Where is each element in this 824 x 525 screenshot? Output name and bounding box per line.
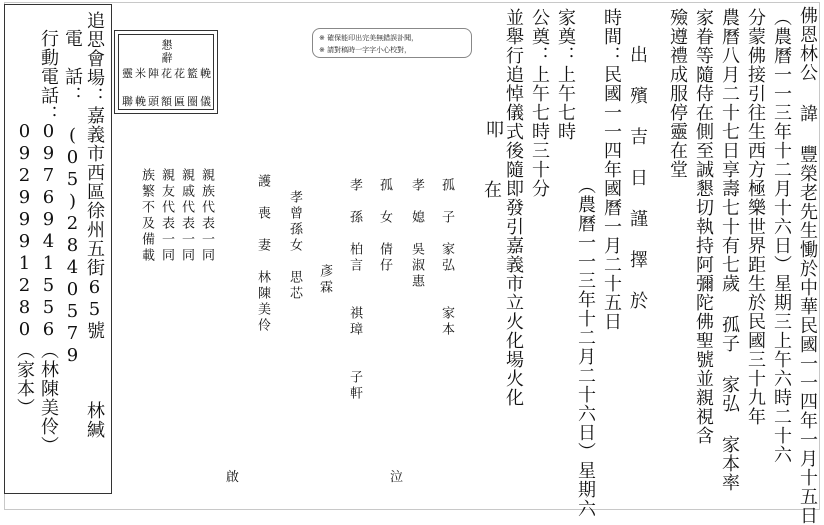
- representative-relatives: 親族代表一同: [199, 168, 214, 264]
- lunar-date-line: （農曆一一三年十二月二十六日）星期六: [575, 176, 596, 518]
- obituary-line-5: 家眷等隨侍在側至誠懇切執持阿彌陀佛聖號並親視含: [693, 8, 714, 445]
- funeral-time-line: 時間：民國一一四年國曆一月二十五日: [601, 8, 622, 331]
- proofread-note-2: ※ 請對稿時一字字小心校對，: [319, 46, 412, 54]
- weeping-character: 泣: [390, 470, 404, 485]
- decline-text: 懇辭: [160, 39, 173, 65]
- representative-in-laws: 親戚代表一同: [179, 168, 194, 264]
- telephone-number: (05)2840579: [62, 125, 83, 367]
- mourner-daughter-in-law: 孝 媳 吳淑惠: [409, 178, 424, 290]
- proofread-note-box: [312, 28, 472, 58]
- announce-character: 啟: [226, 470, 240, 485]
- telephone-label: 電 話：: [62, 29, 83, 105]
- obituary-line-6: 殮遵禮成服停靈在堂: [667, 8, 688, 179]
- cremation-line: 並舉行追悼儀式後隨即發引嘉義市立火化場火化: [503, 8, 524, 407]
- mourner-wife: 護 喪 妻 林陳美伶: [255, 174, 270, 334]
- decline-items-2: 聯輓頭額匾圈儀: [122, 95, 213, 108]
- mourner-daughter: 孤 女 倩仔: [377, 178, 392, 274]
- memorial-venue: 追思會場：嘉義市西區徐州五街65號: [84, 11, 105, 340]
- obituary-line-4: 農曆八月二十七日享壽七十有七歲 孤子 家弘 家本率: [719, 8, 740, 492]
- decline-items-1: 靈米陣花花籃輓: [122, 67, 213, 80]
- proofread-note-1: ※ 確保能印出完美無錯誤訃聞，: [319, 34, 419, 42]
- obituary-line-3: 分蒙佛接引往生西方極樂世界距生於民國三十九年: [745, 8, 766, 426]
- mobile-number-2: 0929991280（家本）: [14, 121, 35, 417]
- mobile-number-1: 0976941556（林陳美伶）: [38, 121, 59, 455]
- mourner-grandsons: 孝 孫 柏言 祺璋 子軒: [347, 178, 362, 402]
- public-rite-line: 公奠：上午七時三十分: [529, 8, 550, 198]
- mobile-label: 行動電話：: [38, 29, 59, 124]
- kou-character: 叩: [483, 120, 504, 139]
- mourner-sons: 孤 子 家弘 家本: [439, 178, 454, 338]
- contact-panel: [4, 4, 112, 494]
- mourner-great-granddaughter: 孝曾孫女 思芯: [287, 190, 302, 302]
- representative-friends: 親友代表一同: [159, 168, 174, 264]
- obituary-line-1: 佛恩林公 諱 豐榮老先生慟於中華民國一一四年一月十五日: [797, 6, 818, 525]
- obituary-line-2: （農曆一一三年十二月十六日）星期三上午六時二十六: [771, 8, 792, 464]
- numerous-family-note: 族繁不及備載: [139, 168, 154, 264]
- flower-decline-box: [114, 30, 218, 114]
- funeral-date-heading: 出 殯 吉 日 謹 擇 於: [627, 45, 648, 310]
- family-rite-line: 家奠：上午七時: [555, 8, 576, 141]
- zai-character: 在: [481, 180, 502, 199]
- mourner-grandson-extra: 彥霖: [317, 264, 332, 296]
- signature-name: 林緘: [84, 401, 105, 439]
- flower-decline-inner-frame: [118, 34, 214, 110]
